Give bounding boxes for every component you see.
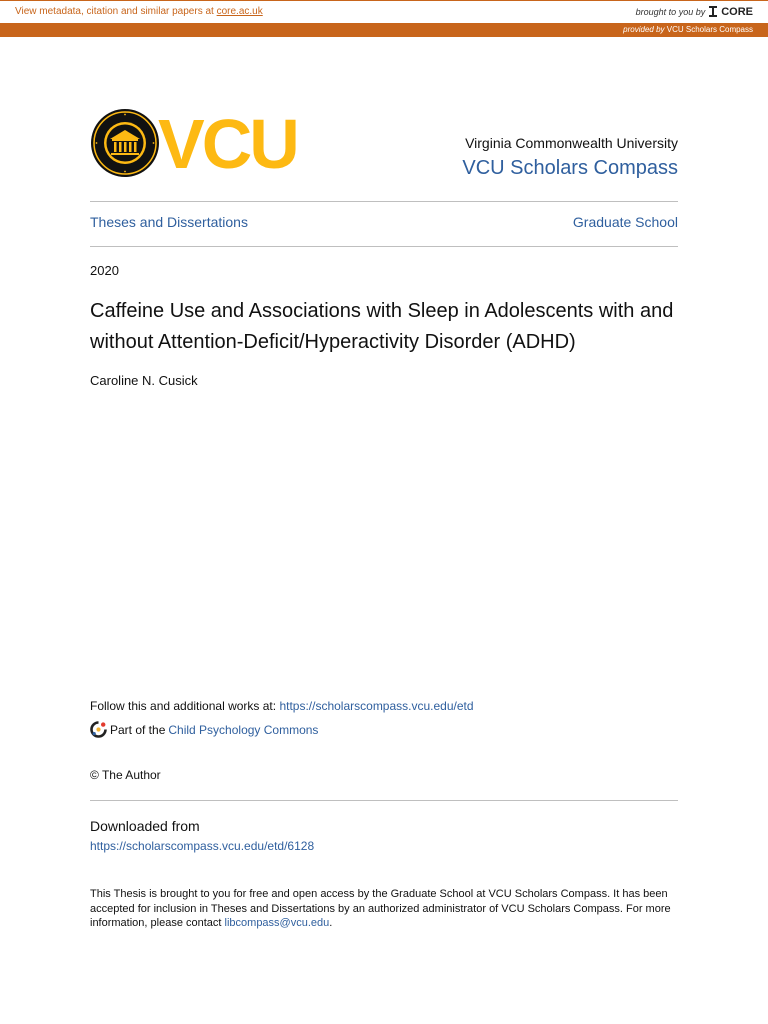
provided-by-label: provided by — [623, 25, 665, 34]
institution-name: Virginia Commonwealth University — [465, 135, 678, 151]
vcu-logo-text: VCU — [158, 105, 297, 183]
graduate-school-link[interactable]: Graduate School — [572, 214, 678, 230]
downloaded-from-heading: Downloaded from — [90, 818, 200, 834]
provided-by — [623, 25, 753, 34]
university-seal-icon — [90, 108, 160, 178]
repository-link[interactable]: VCU Scholars Compass — [462, 157, 678, 179]
core-metadata-notice — [15, 6, 263, 17]
network-icon — [90, 721, 107, 738]
access-notice-end: . — [329, 917, 333, 929]
core-brand[interactable] — [636, 5, 753, 18]
follow-label: Follow this and additional works at: — [90, 699, 280, 713]
divider — [90, 201, 678, 202]
core-label: CORE — [721, 5, 753, 18]
work-title: Caffeine Use and Associations with Sleep in Adolescents with and without Attention-Deficit/Hyperactivity Disorder (ADHD) — [90, 300, 674, 353]
commons-line — [90, 721, 318, 738]
core-provider-bar — [0, 23, 768, 37]
provided-source: VCU Scholars Compass — [666, 25, 753, 34]
publication-year: 2020 — [90, 263, 119, 278]
core-link[interactable]: core.ac.uk — [216, 6, 263, 17]
core-lead-text: View metadata, citation and similar papers at — [15, 6, 217, 17]
copyright-notice: © The Author — [90, 768, 161, 782]
theses-link[interactable]: Theses and Dissertations — [90, 214, 248, 230]
contact-email-link[interactable]: libcompass@vcu.edu — [224, 917, 330, 929]
author-name: Caroline N. Cusick — [90, 373, 198, 388]
commons-prefix: Part of the — [110, 722, 166, 737]
access-notice-text: This Thesis is brought to you for free and open access by the Graduate School at VCU Scholars Compass. It has been accepted for inclusion in Theses and Dissertations by an authorized administrator of VCU Scholars Compass. For more information, please contact — [90, 888, 671, 929]
core-banner — [0, 0, 768, 23]
brought-by-text: brought to you by — [635, 6, 706, 17]
child-psychology-commons-link[interactable]: Child Psychology Commons — [168, 722, 319, 737]
follow-url-link[interactable]: https://scholarscompass.vcu.edu/etd — [279, 699, 474, 713]
follow-line — [90, 699, 474, 713]
download-url-link[interactable]: https://scholarscompass.vcu.edu/etd/6128 — [90, 839, 315, 853]
divider — [90, 800, 678, 801]
access-notice — [90, 887, 680, 931]
core-logo-icon — [708, 5, 718, 18]
divider — [90, 246, 678, 247]
